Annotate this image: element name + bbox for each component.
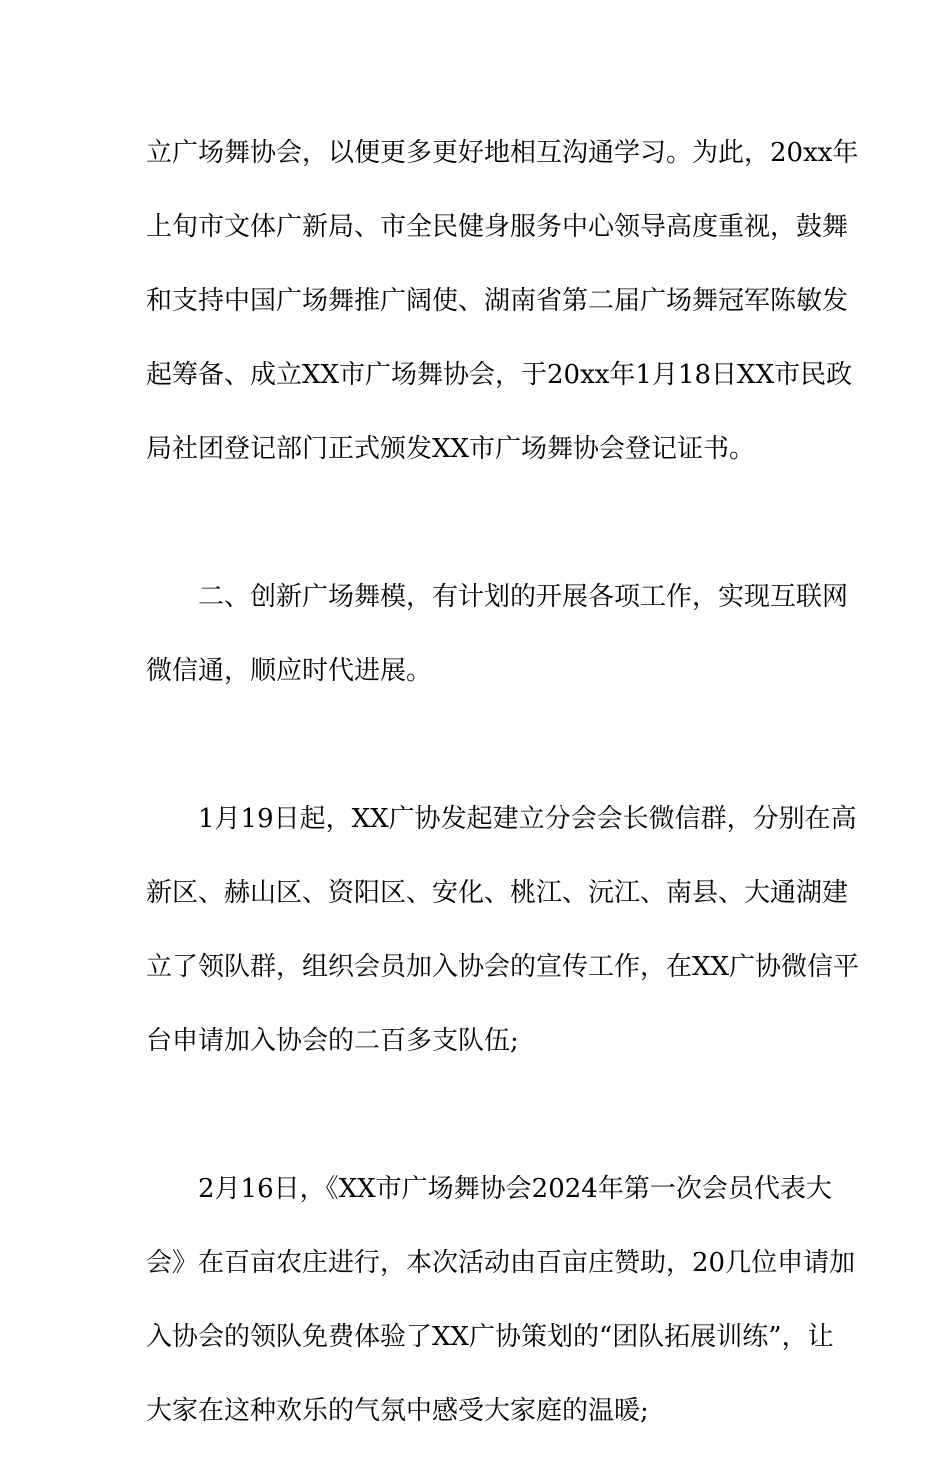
text-line: 2月16日，《XX市广场舞协会2024年第一次会员代表大 (198, 1174, 832, 1204)
text-line: 微信通，顺应时代进展。 (146, 656, 433, 686)
text-line: 大家在这种欢乐的气氛中感受大家庭的温暖; (146, 1396, 649, 1426)
text-line: 入协会的领队免费体验了XX广协策划的“团队拓展训练”，让 (146, 1322, 834, 1352)
blank-line (146, 495, 808, 569)
text-line: 上旬市文体广新局、市全民健身服务中心领导高度重视，鼓舞 (146, 212, 849, 242)
text-line: 新区、赫山区、资阳区、安化、桃江、沅江、南县、大通湖建 (146, 878, 849, 908)
text-line: 会》在百亩农庄进行，本次活动由百亩庄赞助，20几位申请加 (146, 1248, 856, 1278)
text-line: 立了领队群，组织会员加入协会的宣传工作，在XX广协微信平 (146, 952, 860, 982)
text-line: 起筹备、成立XX市广场舞协会，于20xx年1月18日XX市民政 (146, 360, 853, 390)
text-line: 立广场舞协会，以便更多更好地相互沟通学习。为此，20xx年 (146, 138, 859, 168)
blank-line (146, 717, 808, 791)
blank-line (146, 1087, 808, 1161)
text-line: 台申请加入协会的二百多支队伍; (146, 1026, 519, 1056)
text-line: 局社团登记部门正式颁发XX市广场舞协会登记证书。 (146, 434, 756, 464)
section-heading-line: 二、创新广场舞模，有计划的开展各项工作，实现互联网 (198, 582, 849, 612)
body-text (146, 125, 860, 1457)
text-line: 1月19日起，XX广协发起建立分会会长微信群，分别在高 (198, 804, 857, 834)
text-line: 和支持中国广场舞推广阔使、湖南省第二届广场舞冠军陈敏发 (146, 286, 849, 316)
